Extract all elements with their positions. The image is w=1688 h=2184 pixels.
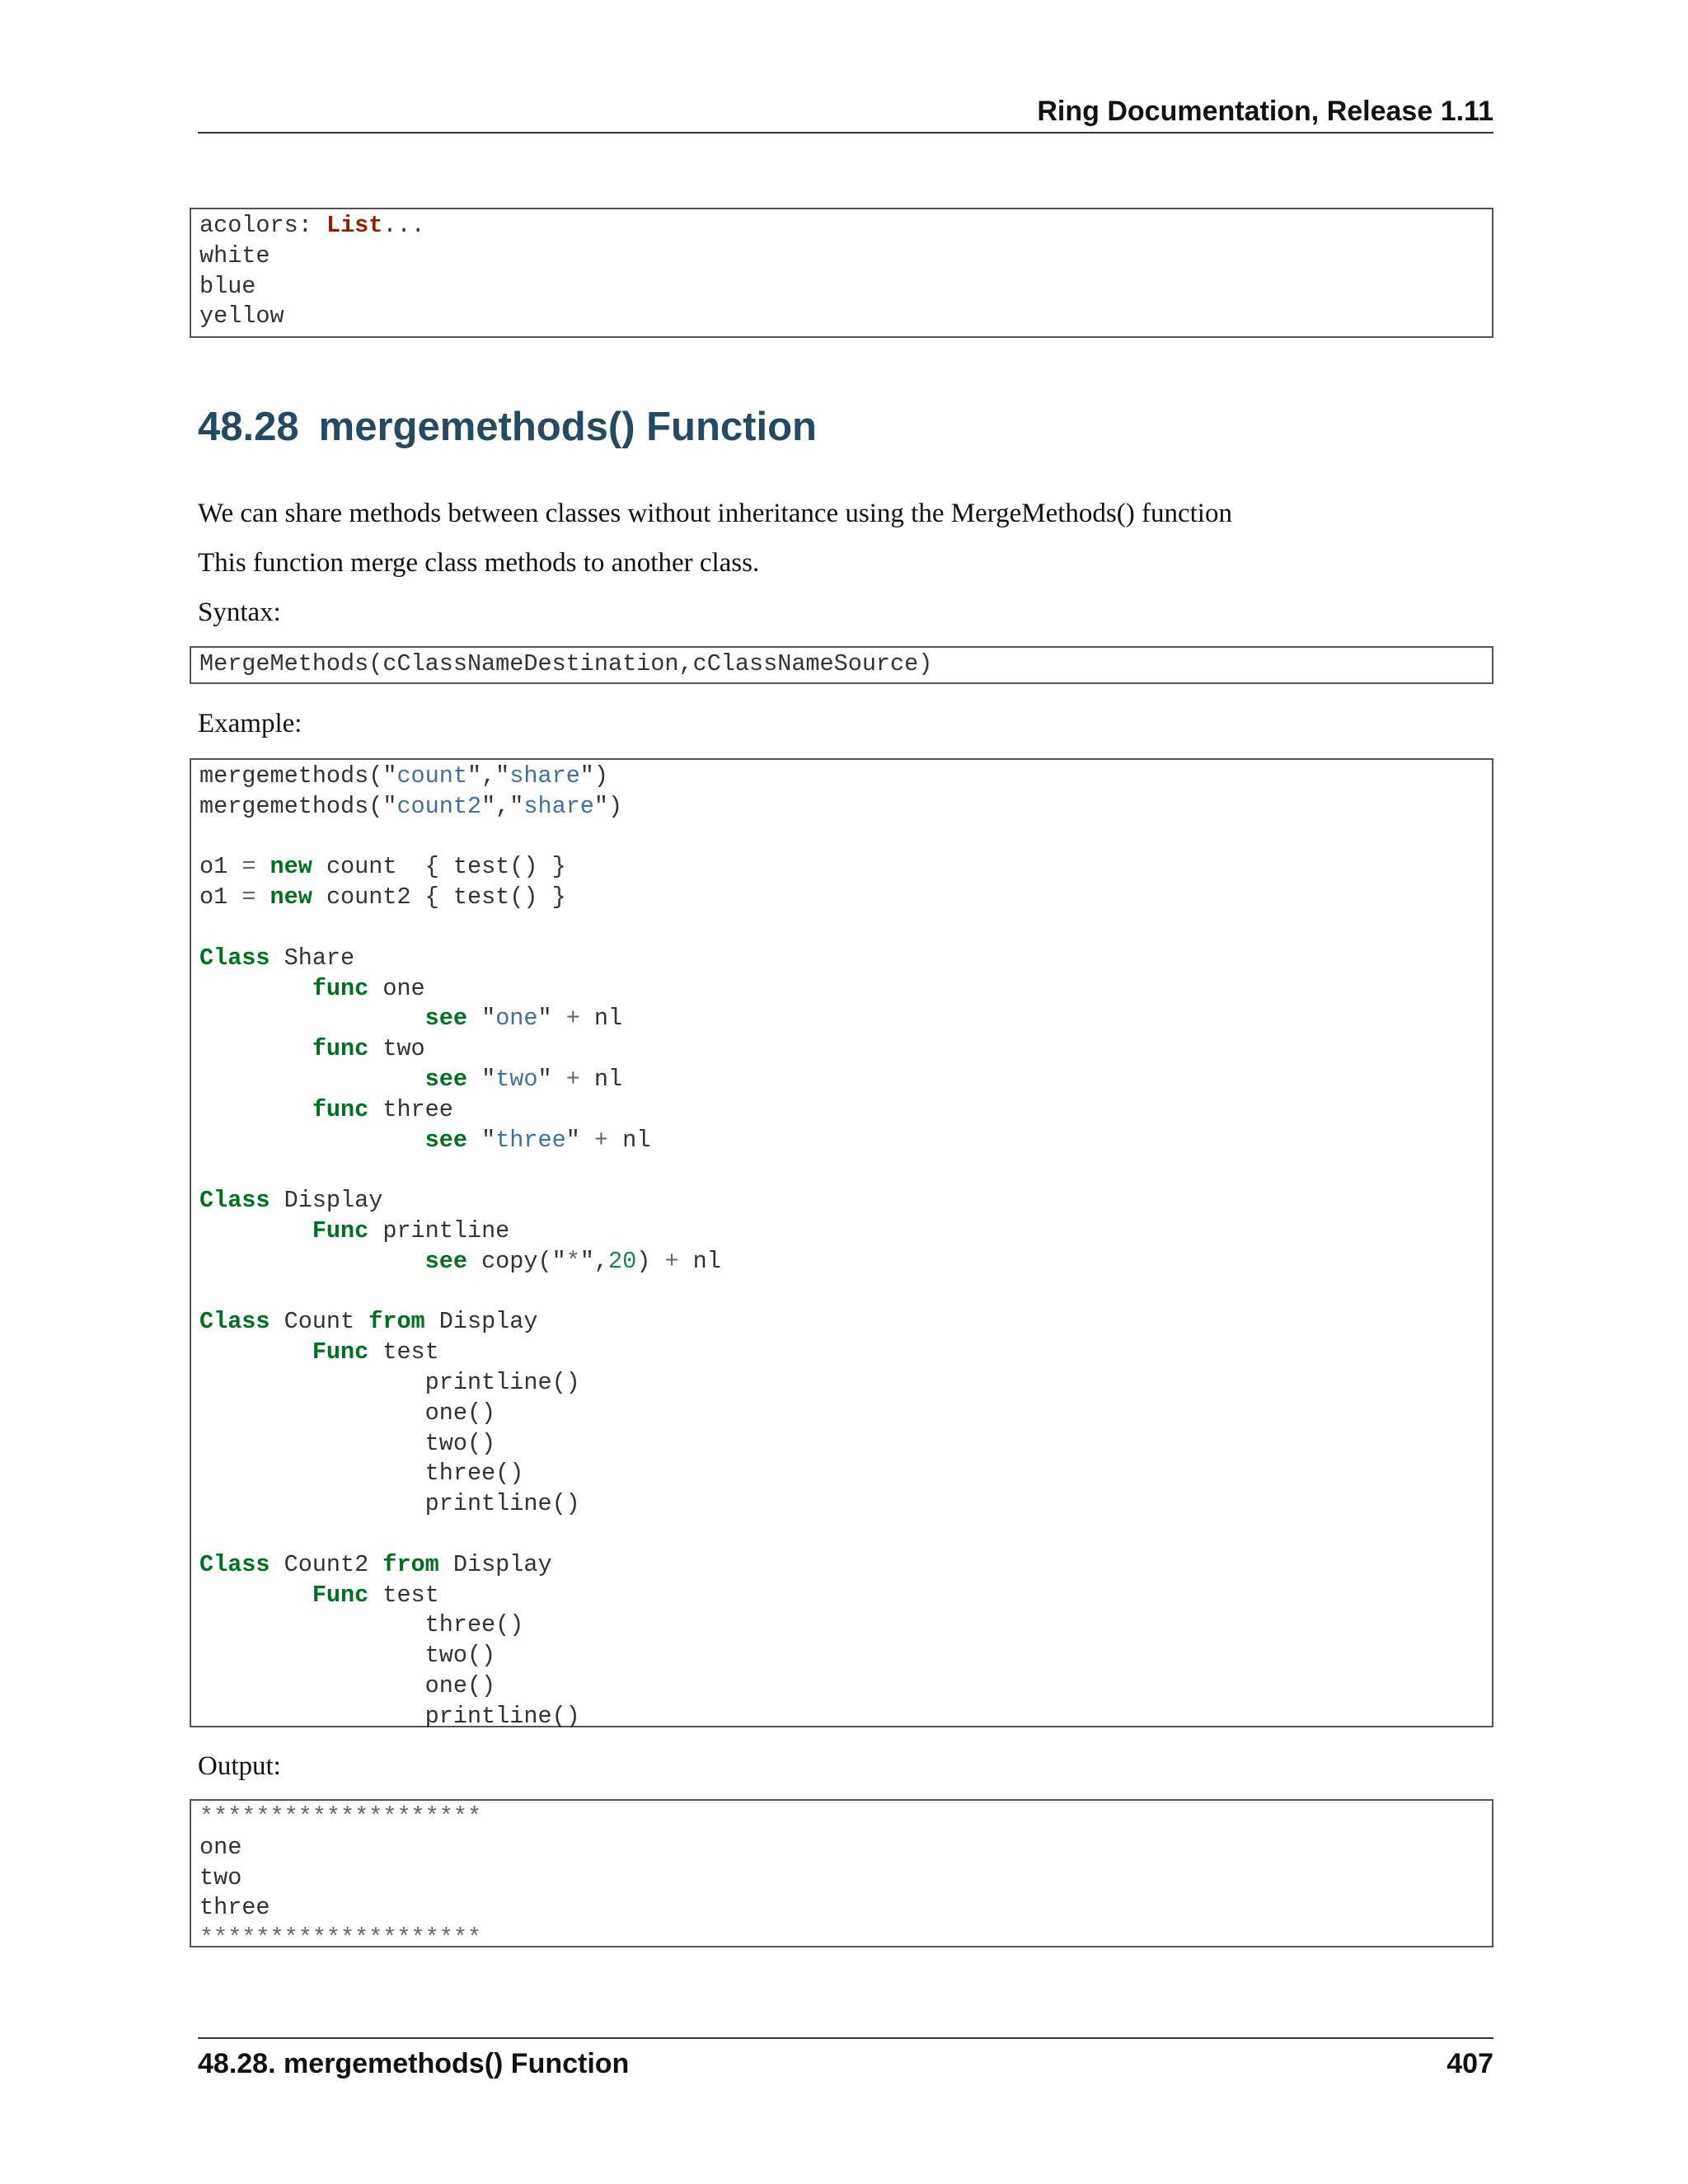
code-line: Class Count2 from Display — [199, 1550, 552, 1578]
code-line: one() — [199, 1399, 496, 1427]
example-label: Example: — [198, 709, 302, 738]
top-output-block — [190, 208, 1493, 338]
footer-section: 48.28. mergemethods() Function — [198, 2048, 630, 2079]
section-number: 48.28 — [198, 405, 299, 449]
code-line: Func test — [312, 1338, 439, 1366]
code-line: three() — [199, 1460, 524, 1488]
page-header: Ring Documentation, Release 1.11 — [198, 91, 1493, 134]
code-line — [199, 913, 1484, 944]
code-line: see "two" + nl — [424, 1065, 623, 1093]
output-line: blue — [199, 272, 256, 300]
example-code-block — [190, 758, 1493, 1730]
syntax-code-line: MergeMethods(cClassNameDestination,cClassNameSource) — [199, 650, 933, 677]
code-line: o1 = new count { test() } — [199, 853, 566, 881]
code-line: Class Count from Display — [199, 1308, 538, 1336]
code-line: printline() — [199, 1702, 580, 1730]
code-line: see copy("*",20) + nl — [424, 1247, 721, 1275]
output-line: yellow — [199, 302, 284, 330]
code-line: Class Display — [199, 1187, 383, 1215]
output-line: acolors: List... — [199, 212, 425, 239]
output-label: Output: — [198, 1751, 281, 1781]
code-line — [199, 1277, 1484, 1308]
output-line: three — [199, 1894, 270, 1922]
output-line: ******************** — [199, 1803, 482, 1830]
output-line: ******************** — [199, 1924, 482, 1952]
output-line: one — [199, 1833, 242, 1861]
output-code-block — [190, 1799, 1493, 1952]
section-heading — [198, 404, 817, 450]
code-line — [199, 1520, 1484, 1550]
code-line: func three — [312, 1095, 453, 1123]
code-line: func one — [312, 974, 425, 1002]
output-line: white — [199, 241, 270, 269]
syntax-label: Syntax: — [198, 598, 281, 627]
code-line: printline() — [199, 1368, 580, 1396]
section-title: mergemethods() Function — [318, 405, 817, 449]
code-line: o1 = new count2 { test() } — [199, 883, 566, 912]
code-line: two() — [199, 1429, 496, 1457]
code-line: see "three" + nl — [424, 1126, 651, 1154]
page-footer — [198, 2037, 1493, 2087]
code-line: Class Share — [199, 944, 355, 972]
output-line: two — [199, 1863, 242, 1891]
code-line: one() — [199, 1671, 496, 1699]
code-line: two() — [199, 1642, 496, 1670]
code-line: Func test — [312, 1581, 439, 1609]
footer-page-number: 407 — [1447, 2048, 1493, 2079]
code-line: func two — [312, 1035, 425, 1063]
intro-paragraph: We can share methods between classes without inheritance using the MergeMethods() function — [198, 499, 1232, 528]
code-line: Func printline — [312, 1216, 510, 1244]
code-line: mergemethods("count2","share") — [199, 792, 623, 820]
code-line — [199, 823, 1484, 853]
code-line: three() — [199, 1611, 524, 1639]
code-line — [199, 1155, 1484, 1186]
description-paragraph: This function merge class methods to another class. — [198, 548, 760, 578]
code-line: see "one" + nl — [424, 1005, 623, 1033]
code-line: mergemethods("count","share") — [199, 762, 609, 790]
syntax-code-block — [190, 646, 1493, 684]
code-line: printline() — [199, 1490, 580, 1518]
